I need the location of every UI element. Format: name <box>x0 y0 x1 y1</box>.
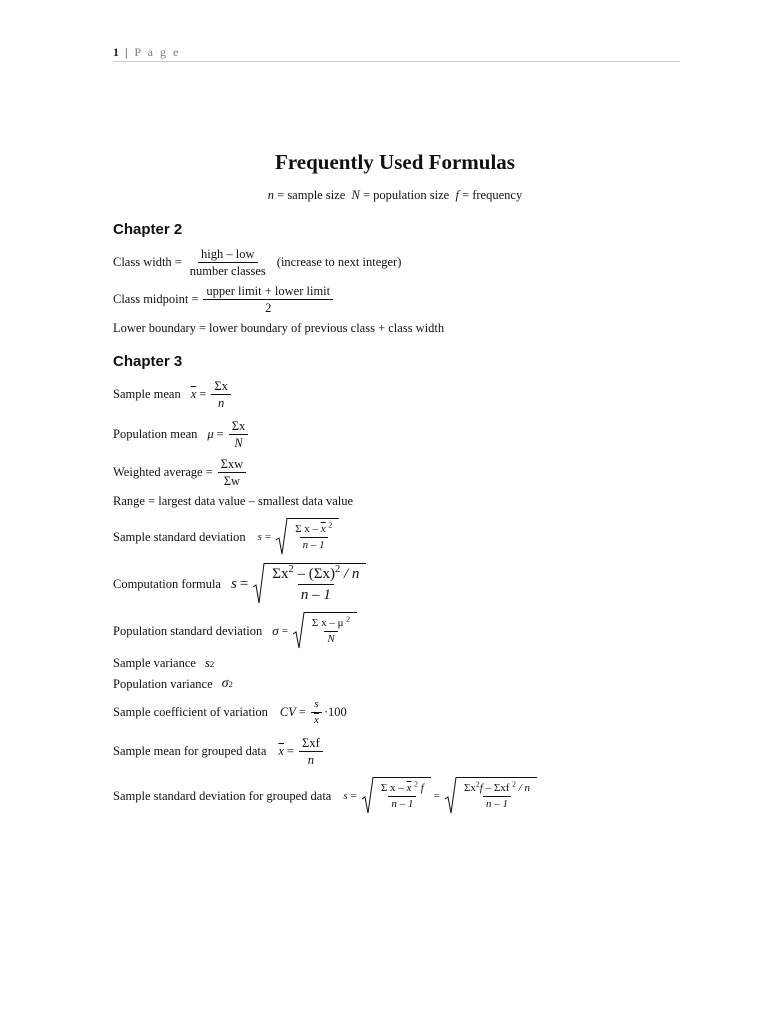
population-mean-fraction <box>229 419 249 450</box>
computation-numerator-part: – (Σx) <box>293 566 336 582</box>
mu-symbol: μ <box>207 427 214 441</box>
computation-numerator: Σx <box>464 782 476 794</box>
population-sd-denominator: N <box>327 633 335 645</box>
grouped-sd-label: Sample standard deviation for grouped data <box>113 788 332 803</box>
N-symbol: N <box>351 188 360 202</box>
page-label: P a g e <box>134 45 181 59</box>
cv-numerator: s <box>311 698 321 713</box>
computation-label: Computation formula <box>113 576 221 591</box>
computation-denominator: n – 1 <box>300 587 331 603</box>
cv-fraction <box>311 698 322 727</box>
exponent: 2 <box>512 779 516 789</box>
f-definition: = frequency <box>462 188 523 202</box>
s-symbol: s <box>257 531 262 543</box>
grouped-sd-formula: Sample standard deviation for grouped data s = $\frac{\Sigma x - \overline{x} ^2 f}{n - 1}$ = $\frac{\Sigma x^2f - \Sigma xf ^2 / n}{n - 1}$ <box>113 777 537 815</box>
cv-multiplier: ·100 <box>323 705 347 719</box>
population-sd-numerator: Σ x – μ <box>311 617 344 629</box>
sample-mean-denominator: n <box>217 396 225 410</box>
class-width-fraction <box>187 247 269 278</box>
grouped-mean-fraction <box>299 736 323 767</box>
weighted-average-formula: Weighted average = $\frac{\text{Σxw}}{\Sigma w}$ <box>113 457 248 488</box>
sample-variance-label: Sample variance <box>113 656 196 670</box>
sqrt-sign <box>253 563 366 605</box>
cv-label: Sample coefficient of variation <box>113 705 268 719</box>
population-mean-formula: Population mean μ = $\frac{\Sigma x}{N}$ <box>113 419 250 450</box>
sample-sd-label: Sample standard deviation <box>113 529 246 544</box>
population-mean-numerator: Σx <box>229 419 249 435</box>
population-mean-label: Population mean <box>113 427 198 441</box>
sqrt-sign <box>276 518 339 556</box>
grouped-mean-label: Sample mean for grouped data <box>113 744 267 758</box>
lower-boundary-formula: Lower boundary = lower boundary of previous class + class width <box>113 321 445 335</box>
weighted-average-numerator: Σxw <box>218 457 247 473</box>
class-width-note: (increase to next integer) <box>276 255 402 269</box>
sqrt-sign <box>362 777 431 815</box>
frequency-term: f – <box>479 782 494 794</box>
weighted-average-denominator: Σw <box>223 474 241 488</box>
population-variance-formula: Population variance σ 2 <box>113 676 233 691</box>
weighted-average-fraction <box>218 457 247 488</box>
n-definition: = sample size <box>277 188 346 202</box>
computation-numerator: Σx <box>272 566 289 582</box>
sample-sd-denominator: n – 1 <box>302 539 325 551</box>
sqrt-sign <box>293 612 357 650</box>
range-formula: Range = largest data value – smallest data value <box>113 494 354 508</box>
class-midpoint-fraction <box>203 284 333 315</box>
frequency-symbol: f <box>417 782 424 794</box>
class-width-denominator: number classes <box>189 264 266 278</box>
exponent: 2 <box>414 779 418 789</box>
sample-sd-formula: Sample standard deviation s = $\frac{\Sigma x - \overline{x} ^2}{n - 1}$ <box>113 518 339 556</box>
lower-boundary-definition: lower boundary of previous class + class width <box>209 321 445 335</box>
s-symbol: s <box>204 656 210 670</box>
sample-mean-formula: Sample mean $\overline{x}$ = $\frac{\Sigma x}{n}$ <box>113 379 233 410</box>
x-bar-symbol: $\overline{x}$ <box>320 523 326 535</box>
sample-mean-fraction <box>211 379 231 410</box>
population-mean-denominator: N <box>234 436 243 450</box>
x-bar-symbol: $\overline{x}$ <box>406 782 412 794</box>
class-midpoint-denominator: 2 <box>265 301 272 315</box>
weighted-average-label: Weighted average <box>113 465 203 479</box>
class-width-numerator: high – low <box>198 247 257 263</box>
s-symbol: s <box>230 575 237 592</box>
sqrt-sign <box>445 777 537 815</box>
cv-symbol: CV <box>279 705 296 719</box>
computation-numerator-tail: / n <box>340 566 360 582</box>
cv-formula: Sample coefficient of variation CV = $\frac{s}{x}$ ·100 <box>113 698 347 726</box>
sample-mean-numerator: Σx <box>211 379 231 395</box>
lower-boundary-label: Lower boundary <box>113 321 196 335</box>
chapter-2-heading: Chapter 2 <box>113 221 183 238</box>
sample-variance-formula: Sample variance s 2 <box>113 656 215 670</box>
class-width-label: Class width <box>113 255 172 269</box>
sigma-symbol: σ <box>221 676 229 691</box>
grouped-sd-denominator: n – 1 <box>391 798 414 810</box>
sum-xf-term: Σxf <box>493 782 510 794</box>
sigma-symbol: σ <box>272 623 279 638</box>
sample-sd-numerator: Σ x – <box>295 523 321 535</box>
class-midpoint-label: Class midpoint <box>113 292 189 306</box>
page-number: 1 <box>113 45 120 59</box>
divide-by-n: / n <box>516 782 531 794</box>
document-title: Frequently Used Formulas <box>275 150 515 174</box>
x-bar-symbol: $\overline{x}$ <box>278 744 284 758</box>
page-header: 1 | P a g e <box>113 45 680 62</box>
class-midpoint-numerator: upper limit + lower limit <box>203 284 333 300</box>
f-symbol: f <box>455 188 459 202</box>
grouped-sd-denominator: n – 1 <box>486 798 509 810</box>
class-midpoint-formula: Class midpoint = $\frac{\text{upper limit + lower limit}}{2}$ <box>113 284 335 315</box>
sample-mean-label: Sample mean <box>113 387 181 401</box>
population-variance-label: Population variance <box>113 676 213 691</box>
exponent: 2 <box>288 564 294 575</box>
exponent: 2 <box>328 520 333 530</box>
notation-line <box>0 188 768 203</box>
exponent: 2 <box>335 564 341 575</box>
N-definition: = population size <box>363 188 450 202</box>
computation-formula: Computation formula s = $\frac{\Sigma x^2 - (\Sigma x)^2 / n}{n - 1}$ <box>113 563 366 605</box>
chapter-3-heading: Chapter 3 <box>113 353 183 370</box>
grouped-sd-numerator: Σ x – <box>380 782 407 794</box>
grouped-mean-denominator: n <box>307 753 315 767</box>
grouped-mean-formula: Sample mean for grouped data $\overline{x}$ = $\frac{\text{Σxf}}{n}$ <box>113 736 325 767</box>
class-width-formula: Class width = $\frac{\text{high – low}}{\text{number classes}}$ (increase to next integer) <box>113 247 402 278</box>
exponent: 2 <box>475 779 480 789</box>
x-bar-symbol: $\overline{x}$ <box>190 387 197 401</box>
grouped-mean-numerator: Σxf <box>299 736 323 752</box>
n-symbol: n <box>267 188 275 202</box>
cv-denominator: x <box>313 714 319 726</box>
s-symbol: s <box>343 790 348 802</box>
population-sd-label: Population standard deviation <box>113 623 263 638</box>
population-sd-formula: Population standard deviation σ = $\frac{\Sigma x - \mu ^2}{N}$ <box>113 612 357 650</box>
exponent: 2 <box>346 614 351 624</box>
